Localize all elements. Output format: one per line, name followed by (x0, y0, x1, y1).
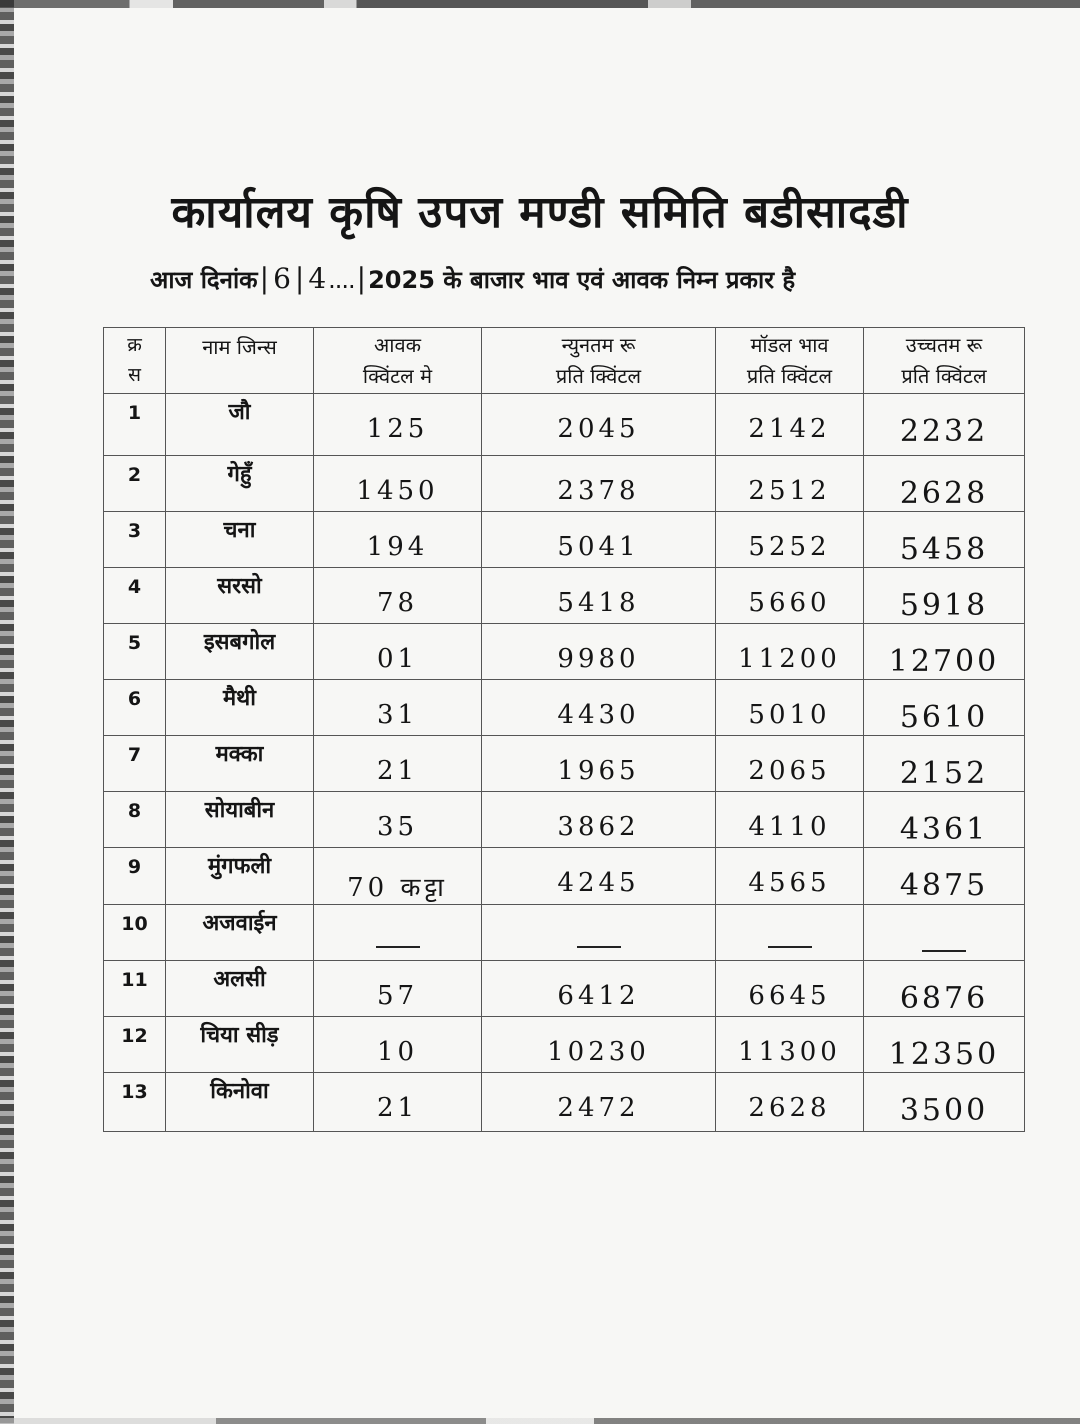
commodity-cell: अलसी (166, 961, 314, 1017)
modal-price-cell: 2628 (716, 1073, 864, 1132)
modal-price-cell: 2512 (716, 456, 864, 512)
commodity-cell: मक्का (166, 736, 314, 792)
max-price-cell: 5610 (864, 680, 1025, 736)
min-price-cell: 10230 (482, 1017, 716, 1073)
max-price-cell: 2232 (864, 394, 1025, 456)
min-price-cell: 6412 (482, 961, 716, 1017)
table-row (104, 1017, 1025, 1073)
header-modal-line2: प्रति क्विंटल (746, 364, 833, 388)
table-row (104, 905, 1025, 961)
table-row (104, 736, 1025, 792)
arrival-cell: 21 (314, 736, 482, 792)
table-header-row (104, 328, 1025, 394)
modal-price-cell: 11300 (716, 1017, 864, 1073)
min-price-cell: 5041 (482, 512, 716, 568)
serial-cell: 5 (104, 624, 166, 680)
date-day: 6 (273, 262, 291, 295)
commodity-cell: जौ (166, 394, 314, 456)
date-year: 2025 (368, 266, 435, 294)
max-price-cell: 2628 (864, 456, 1025, 512)
arrival-cell: 194 (314, 512, 482, 568)
commodity-cell: गेहुँ (166, 456, 314, 512)
min-price-cell: 1965 (482, 736, 716, 792)
commodity-cell: सोयाबीन (166, 792, 314, 848)
serial-cell: 6 (104, 680, 166, 736)
serial-cell: 1 (104, 394, 166, 456)
commodity-cell: इसबगोल (166, 624, 314, 680)
modal-price-cell: 5010 (716, 680, 864, 736)
subtitle-prefix: आज दिनांक (150, 266, 258, 294)
modal-price-cell: 5660 (716, 568, 864, 624)
header-arrival-line1: आवक (374, 333, 421, 357)
date-month: 4 (308, 262, 327, 295)
max-price-cell: 5458 (864, 512, 1025, 568)
empty-dash (922, 950, 966, 952)
empty-dash (376, 946, 420, 948)
serial-cell: 9 (104, 848, 166, 905)
header-min-price (482, 328, 716, 394)
min-price-cell: 3862 (482, 792, 716, 848)
max-price-cell: 2152 (864, 736, 1025, 792)
table-row (104, 680, 1025, 736)
arrival-cell: 78 (314, 568, 482, 624)
arrival-cell: 31 (314, 680, 482, 736)
header-arrival (314, 328, 482, 394)
min-price-cell: 9980 (482, 624, 716, 680)
scan-edge-left (0, 0, 14, 1424)
serial-cell: 13 (104, 1073, 166, 1132)
table-row (104, 961, 1025, 1017)
empty-dash (577, 946, 621, 948)
table-row (104, 1073, 1025, 1132)
max-price-cell: 12350 (864, 1017, 1025, 1073)
arrival-cell: 10 (314, 1017, 482, 1073)
serial-cell: 11 (104, 961, 166, 1017)
modal-price-cell: 2065 (716, 736, 864, 792)
header-serial-line1: क्र (127, 334, 142, 356)
commodity-cell: सरसो (166, 568, 314, 624)
table-row (104, 792, 1025, 848)
min-price-cell: 4245 (482, 848, 716, 905)
header-arrival-line2: क्विंटल मे (362, 364, 433, 388)
min-price-cell (482, 905, 716, 961)
serial-cell: 10 (104, 905, 166, 961)
scan-edge-bottom (0, 1418, 1080, 1424)
document-title: कार्यालय कृषि उपज मण्डी समिति बडीसादडी (171, 187, 909, 238)
table-row (104, 624, 1025, 680)
date-separator: | (356, 262, 367, 295)
commodity-cell: चिया सीड़ (166, 1017, 314, 1073)
arrival-cell: 70 कट्टा (314, 848, 482, 905)
modal-price-cell: 4110 (716, 792, 864, 848)
date-separator: | (294, 262, 305, 295)
date-dots: .... (328, 266, 355, 294)
header-serial (104, 328, 166, 394)
table-row (104, 848, 1025, 905)
header-max-line2: प्रति क्विंटल (901, 364, 987, 388)
max-price-cell: 6876 (864, 961, 1025, 1017)
modal-price-cell: 6645 (716, 961, 864, 1017)
modal-price-cell: 5252 (716, 512, 864, 568)
commodity-cell: अजवाईन (166, 905, 314, 961)
arrival-cell: 57 (314, 961, 482, 1017)
market-price-table (103, 327, 1025, 1132)
table-row (104, 456, 1025, 512)
arrival-cell: 125 (314, 394, 482, 456)
modal-price-cell: 11200 (716, 624, 864, 680)
header-max-price (864, 328, 1025, 394)
serial-cell: 12 (104, 1017, 166, 1073)
max-price-cell: 3500 (864, 1073, 1025, 1132)
commodity-cell: चना (166, 512, 314, 568)
min-price-cell: 2045 (482, 394, 716, 456)
header-commodity: नाम जिन्स (166, 328, 314, 394)
commodity-cell: मुंगफली (166, 848, 314, 905)
table-row (104, 394, 1025, 456)
table-row (104, 512, 1025, 568)
document-subtitle (150, 262, 980, 296)
commodity-cell: मैथी (166, 680, 314, 736)
arrival-cell: 01 (314, 624, 482, 680)
header-modal-line1: मॉडल भाव (750, 333, 829, 357)
serial-cell: 8 (104, 792, 166, 848)
header-serial-line2: स (128, 364, 141, 386)
serial-cell: 2 (104, 456, 166, 512)
empty-dash (768, 946, 812, 948)
header-min-line1: न्युनतम रू (561, 333, 636, 357)
arrival-cell (314, 905, 482, 961)
modal-price-cell (716, 905, 864, 961)
max-price-cell: 4875 (864, 848, 1025, 905)
table-row (104, 568, 1025, 624)
modal-price-cell: 2142 (716, 394, 864, 456)
min-price-cell: 5418 (482, 568, 716, 624)
modal-price-cell: 4565 (716, 848, 864, 905)
serial-cell: 4 (104, 568, 166, 624)
date-separator: | (259, 262, 270, 295)
arrival-cell: 35 (314, 792, 482, 848)
serial-cell: 3 (104, 512, 166, 568)
header-max-line1: उच्चतम रू (905, 333, 983, 357)
scan-edge-top (0, 0, 1080, 8)
subtitle-suffix: के बाजार भाव एवं आवक निम्न प्रकार है (443, 266, 796, 294)
min-price-cell: 2378 (482, 456, 716, 512)
arrival-cell: 1450 (314, 456, 482, 512)
header-min-line2: प्रति क्विंटल (555, 364, 642, 388)
commodity-cell: किनोवा (166, 1073, 314, 1132)
header-modal-price (716, 328, 864, 394)
max-price-cell (864, 905, 1025, 961)
max-price-cell: 4361 (864, 792, 1025, 848)
arrival-cell: 21 (314, 1073, 482, 1132)
max-price-cell: 12700 (864, 624, 1025, 680)
serial-cell: 7 (104, 736, 166, 792)
table-body (104, 394, 1025, 1132)
min-price-cell: 2472 (482, 1073, 716, 1132)
min-price-cell: 4430 (482, 680, 716, 736)
max-price-cell: 5918 (864, 568, 1025, 624)
